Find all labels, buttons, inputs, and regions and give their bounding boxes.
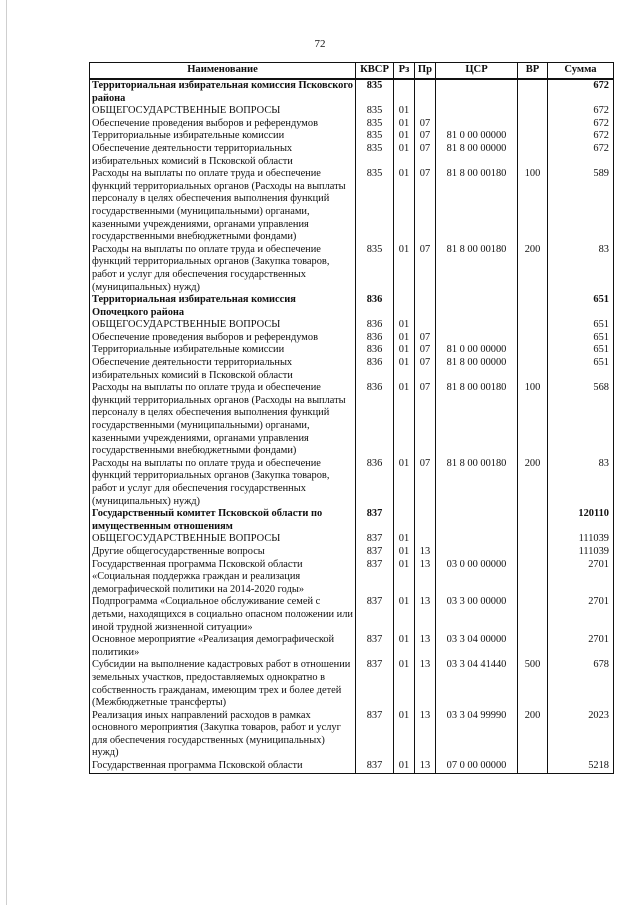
cell-pr: 07 — [415, 244, 436, 294]
cell-rz: 01 — [394, 118, 415, 131]
cell-pr: 07 — [415, 130, 436, 143]
cell-pr: 07 — [415, 382, 436, 458]
cell-sum: 672 — [548, 118, 614, 131]
cell-kvsr: 837 — [356, 634, 394, 659]
cell-kvsr: 835 — [356, 168, 394, 244]
cell-pr — [415, 105, 436, 118]
table-row — [90, 332, 614, 345]
cell-pr: 07 — [415, 332, 436, 345]
cell-name: Основное мероприятие «Реализация демографической политики» — [90, 634, 356, 659]
cell-vr: 100 — [518, 168, 548, 244]
table-row — [90, 344, 614, 357]
cell-sum: 589 — [548, 168, 614, 244]
cell-name: Территориальные избирательные комиссии — [90, 130, 356, 143]
cell-sum: 651 — [548, 357, 614, 382]
cell-csr: 81 8 00 00180 — [436, 382, 518, 458]
cell-rz: 01 — [394, 344, 415, 357]
cell-sum: 5218 — [548, 760, 614, 773]
cell-sum: 651 — [548, 294, 614, 319]
cell-sum: 2701 — [548, 559, 614, 597]
cell-kvsr: 836 — [356, 294, 394, 319]
header-csr: ЦСР — [436, 63, 518, 80]
cell-name: Государственный комитет Псковской области по имущественным отношениям — [90, 508, 356, 533]
cell-rz: 01 — [394, 659, 415, 709]
cell-name: Обеспечение проведения выборов и референдумов — [90, 332, 356, 345]
cell-vr: 500 — [518, 659, 548, 709]
cell-pr: 13 — [415, 546, 436, 559]
cell-name: Государственная программа Псковской области «Социальная поддержка граждан и реализация демографической политики на 2014-2020 годы» — [90, 559, 356, 597]
table-row — [90, 634, 614, 659]
cell-csr — [436, 546, 518, 559]
cell-csr: 03 3 04 41440 — [436, 659, 518, 709]
cell-sum: 120110 — [548, 508, 614, 533]
cell-csr: 03 3 04 00000 — [436, 634, 518, 659]
cell-csr — [436, 508, 518, 533]
cell-sum: 672 — [548, 130, 614, 143]
cell-name: ОБЩЕГОСУДАРСТВЕННЫЕ ВОПРОСЫ — [90, 533, 356, 546]
cell-name: Территориальная избирательная комиссия Опочецкого района — [90, 294, 356, 319]
cell-csr: 81 8 00 00000 — [436, 357, 518, 382]
table-row — [90, 533, 614, 546]
cell-pr: 07 — [415, 143, 436, 168]
cell-csr: 03 3 04 99990 — [436, 710, 518, 760]
table-row — [90, 168, 614, 244]
cell-vr — [518, 344, 548, 357]
table-row — [90, 130, 614, 143]
cell-pr: 07 — [415, 118, 436, 131]
cell-rz: 01 — [394, 382, 415, 458]
cell-rz: 01 — [394, 244, 415, 294]
cell-kvsr: 837 — [356, 559, 394, 597]
cell-pr: 07 — [415, 458, 436, 508]
cell-name: Территориальные избирательные комиссии — [90, 344, 356, 357]
cell-name: Реализация иных направлений расходов в рамках основного мероприятия (Закупка товаров, работ и услуг для обеспечения государственных (муниципальных) нужд) — [90, 710, 356, 760]
cell-csr — [436, 332, 518, 345]
cell-rz — [394, 79, 415, 105]
cell-vr — [518, 508, 548, 533]
cell-pr: 13 — [415, 634, 436, 659]
cell-name: Расходы на выплаты по оплате труда и обеспечение функций территориальных органов (Расходы на выплаты персоналу в целях обеспечения выполнения функций государственными (муниципальными) органами, казенными учреждениями, органами управления государственными внебюджетными фондами) — [90, 382, 356, 458]
cell-pr — [415, 294, 436, 319]
table-row — [90, 79, 614, 105]
cell-name: ОБЩЕГОСУДАРСТВЕННЫЕ ВОПРОСЫ — [90, 105, 356, 118]
cell-csr: 81 8 00 00180 — [436, 458, 518, 508]
cell-csr: 03 0 00 00000 — [436, 559, 518, 597]
table-row — [90, 508, 614, 533]
cell-vr — [518, 332, 548, 345]
cell-csr — [436, 533, 518, 546]
cell-csr — [436, 118, 518, 131]
header-pr: Пр — [415, 63, 436, 80]
cell-kvsr: 836 — [356, 344, 394, 357]
cell-rz: 01 — [394, 168, 415, 244]
table-row — [90, 382, 614, 458]
cell-sum: 2701 — [548, 596, 614, 634]
cell-csr — [436, 294, 518, 319]
cell-rz: 01 — [394, 533, 415, 546]
cell-rz — [394, 294, 415, 319]
cell-csr — [436, 79, 518, 105]
cell-rz: 01 — [394, 357, 415, 382]
cell-sum: 111039 — [548, 533, 614, 546]
cell-kvsr: 835 — [356, 130, 394, 143]
cell-pr: 07 — [415, 344, 436, 357]
cell-csr — [436, 319, 518, 332]
cell-sum: 2701 — [548, 634, 614, 659]
cell-kvsr: 835 — [356, 79, 394, 105]
cell-rz: 01 — [394, 143, 415, 168]
cell-sum: 83 — [548, 244, 614, 294]
cell-vr — [518, 546, 548, 559]
cell-sum: 83 — [548, 458, 614, 508]
cell-kvsr: 837 — [356, 760, 394, 773]
cell-sum: 672 — [548, 79, 614, 105]
cell-pr: 07 — [415, 357, 436, 382]
cell-sum: 111039 — [548, 546, 614, 559]
header-kvsr: КВСР — [356, 63, 394, 80]
cell-name: Государственная программа Псковской области — [90, 760, 356, 773]
cell-rz: 01 — [394, 105, 415, 118]
cell-kvsr: 836 — [356, 357, 394, 382]
cell-name: ОБЩЕГОСУДАРСТВЕННЫЕ ВОПРОСЫ — [90, 319, 356, 332]
cell-rz: 01 — [394, 332, 415, 345]
cell-kvsr: 837 — [356, 596, 394, 634]
table-row — [90, 458, 614, 508]
cell-vr: 100 — [518, 382, 548, 458]
table-row — [90, 357, 614, 382]
budget-table — [89, 62, 614, 774]
cell-name: Субсидии на выполнение кадастровых работ в отношении земельных участков, предоставляемых однократно в собственность гражданам, имеющим трех и более детей (Межбюджетные трансферты) — [90, 659, 356, 709]
cell-kvsr: 836 — [356, 319, 394, 332]
header-name: Наименование — [90, 63, 356, 80]
cell-kvsr: 837 — [356, 533, 394, 546]
cell-vr: 200 — [518, 710, 548, 760]
cell-pr — [415, 319, 436, 332]
cell-vr — [518, 143, 548, 168]
cell-pr: 13 — [415, 596, 436, 634]
cell-vr — [518, 559, 548, 597]
cell-vr: 200 — [518, 244, 548, 294]
header-rz: Рз — [394, 63, 415, 80]
table-row — [90, 659, 614, 709]
cell-kvsr: 836 — [356, 332, 394, 345]
cell-rz: 01 — [394, 760, 415, 773]
cell-pr: 13 — [415, 659, 436, 709]
cell-csr: 07 0 00 00000 — [436, 760, 518, 773]
cell-name: Территориальная избирательная комиссия Псковского района — [90, 79, 356, 105]
cell-name: Другие общегосударственные вопросы — [90, 546, 356, 559]
cell-vr — [518, 294, 548, 319]
cell-name: Расходы на выплаты по оплате труда и обеспечение функций территориальных органов (Закупка товаров, работ и услуг для обеспечения государственных (муниципальных) нужд) — [90, 458, 356, 508]
cell-name: Обеспечение проведения выборов и референдумов — [90, 118, 356, 131]
cell-vr — [518, 596, 548, 634]
cell-csr: 03 3 00 00000 — [436, 596, 518, 634]
cell-kvsr: 835 — [356, 244, 394, 294]
cell-pr: 07 — [415, 168, 436, 244]
cell-sum: 651 — [548, 319, 614, 332]
cell-name: Обеспечение деятельности территориальных избирательных комисий в Псковской области — [90, 143, 356, 168]
cell-pr — [415, 508, 436, 533]
cell-csr: 81 8 00 00180 — [436, 244, 518, 294]
cell-csr: 81 8 00 00000 — [436, 143, 518, 168]
scan-edge-line — [6, 0, 7, 905]
cell-kvsr: 837 — [356, 710, 394, 760]
cell-vr — [518, 79, 548, 105]
cell-vr — [518, 130, 548, 143]
cell-name: Подпрограмма «Социальное обслуживание семей с детьми, находящихся в социально опасном положении или иной трудной жизненной ситуации» — [90, 596, 356, 634]
table-row — [90, 596, 614, 634]
cell-name: Расходы на выплаты по оплате труда и обеспечение функций территориальных органов (Расходы на выплаты персоналу в целях обеспечения выполнения функций государственными (муниципальными) органами, казенными учреждениями, органами управления государственными внебюджетными фондами) — [90, 168, 356, 244]
cell-vr — [518, 319, 548, 332]
cell-name: Расходы на выплаты по оплате труда и обеспечение функций территориальных органов (Закупка товаров, работ и услуг для обеспечения государственных (муниципальных) нужд) — [90, 244, 356, 294]
table-row — [90, 105, 614, 118]
cell-vr — [518, 105, 548, 118]
table-row — [90, 244, 614, 294]
cell-csr: 81 8 00 00180 — [436, 168, 518, 244]
cell-sum: 651 — [548, 332, 614, 345]
table-row — [90, 294, 614, 319]
cell-rz: 01 — [394, 596, 415, 634]
cell-vr — [518, 118, 548, 131]
table-row — [90, 319, 614, 332]
cell-rz: 01 — [394, 634, 415, 659]
cell-rz — [394, 508, 415, 533]
cell-kvsr: 836 — [356, 382, 394, 458]
cell-name: Обеспечение деятельности территориальных избирательных комисий в Псковской области — [90, 357, 356, 382]
cell-rz: 01 — [394, 130, 415, 143]
cell-vr — [518, 760, 548, 773]
cell-csr: 81 0 00 00000 — [436, 344, 518, 357]
cell-sum: 2023 — [548, 710, 614, 760]
cell-sum: 672 — [548, 143, 614, 168]
cell-rz: 01 — [394, 319, 415, 332]
cell-pr — [415, 79, 436, 105]
table-row — [90, 546, 614, 559]
header-sum: Сумма — [548, 63, 614, 80]
table-row — [90, 143, 614, 168]
cell-kvsr: 837 — [356, 546, 394, 559]
cell-sum: 672 — [548, 105, 614, 118]
cell-kvsr: 837 — [356, 659, 394, 709]
cell-rz: 01 — [394, 710, 415, 760]
cell-rz: 01 — [394, 546, 415, 559]
cell-sum: 568 — [548, 382, 614, 458]
cell-vr — [518, 634, 548, 659]
cell-kvsr: 835 — [356, 105, 394, 118]
table-body — [90, 79, 614, 773]
cell-vr — [518, 533, 548, 546]
cell-pr: 13 — [415, 710, 436, 760]
cell-kvsr: 836 — [356, 458, 394, 508]
cell-csr — [436, 105, 518, 118]
page-number: 72 — [314, 38, 326, 50]
cell-pr — [415, 533, 436, 546]
cell-rz: 01 — [394, 559, 415, 597]
cell-sum: 651 — [548, 344, 614, 357]
cell-kvsr: 835 — [356, 118, 394, 131]
table-header-row — [90, 63, 614, 80]
table-row — [90, 710, 614, 760]
cell-sum: 678 — [548, 659, 614, 709]
cell-pr: 13 — [415, 559, 436, 597]
cell-rz: 01 — [394, 458, 415, 508]
header-vr: ВР — [518, 63, 548, 80]
table-row — [90, 559, 614, 597]
cell-pr: 13 — [415, 760, 436, 773]
cell-kvsr: 835 — [356, 143, 394, 168]
table-row — [90, 118, 614, 131]
cell-vr — [518, 357, 548, 382]
cell-csr: 81 0 00 00000 — [436, 130, 518, 143]
table-row — [90, 760, 614, 773]
cell-vr: 200 — [518, 458, 548, 508]
cell-kvsr: 837 — [356, 508, 394, 533]
